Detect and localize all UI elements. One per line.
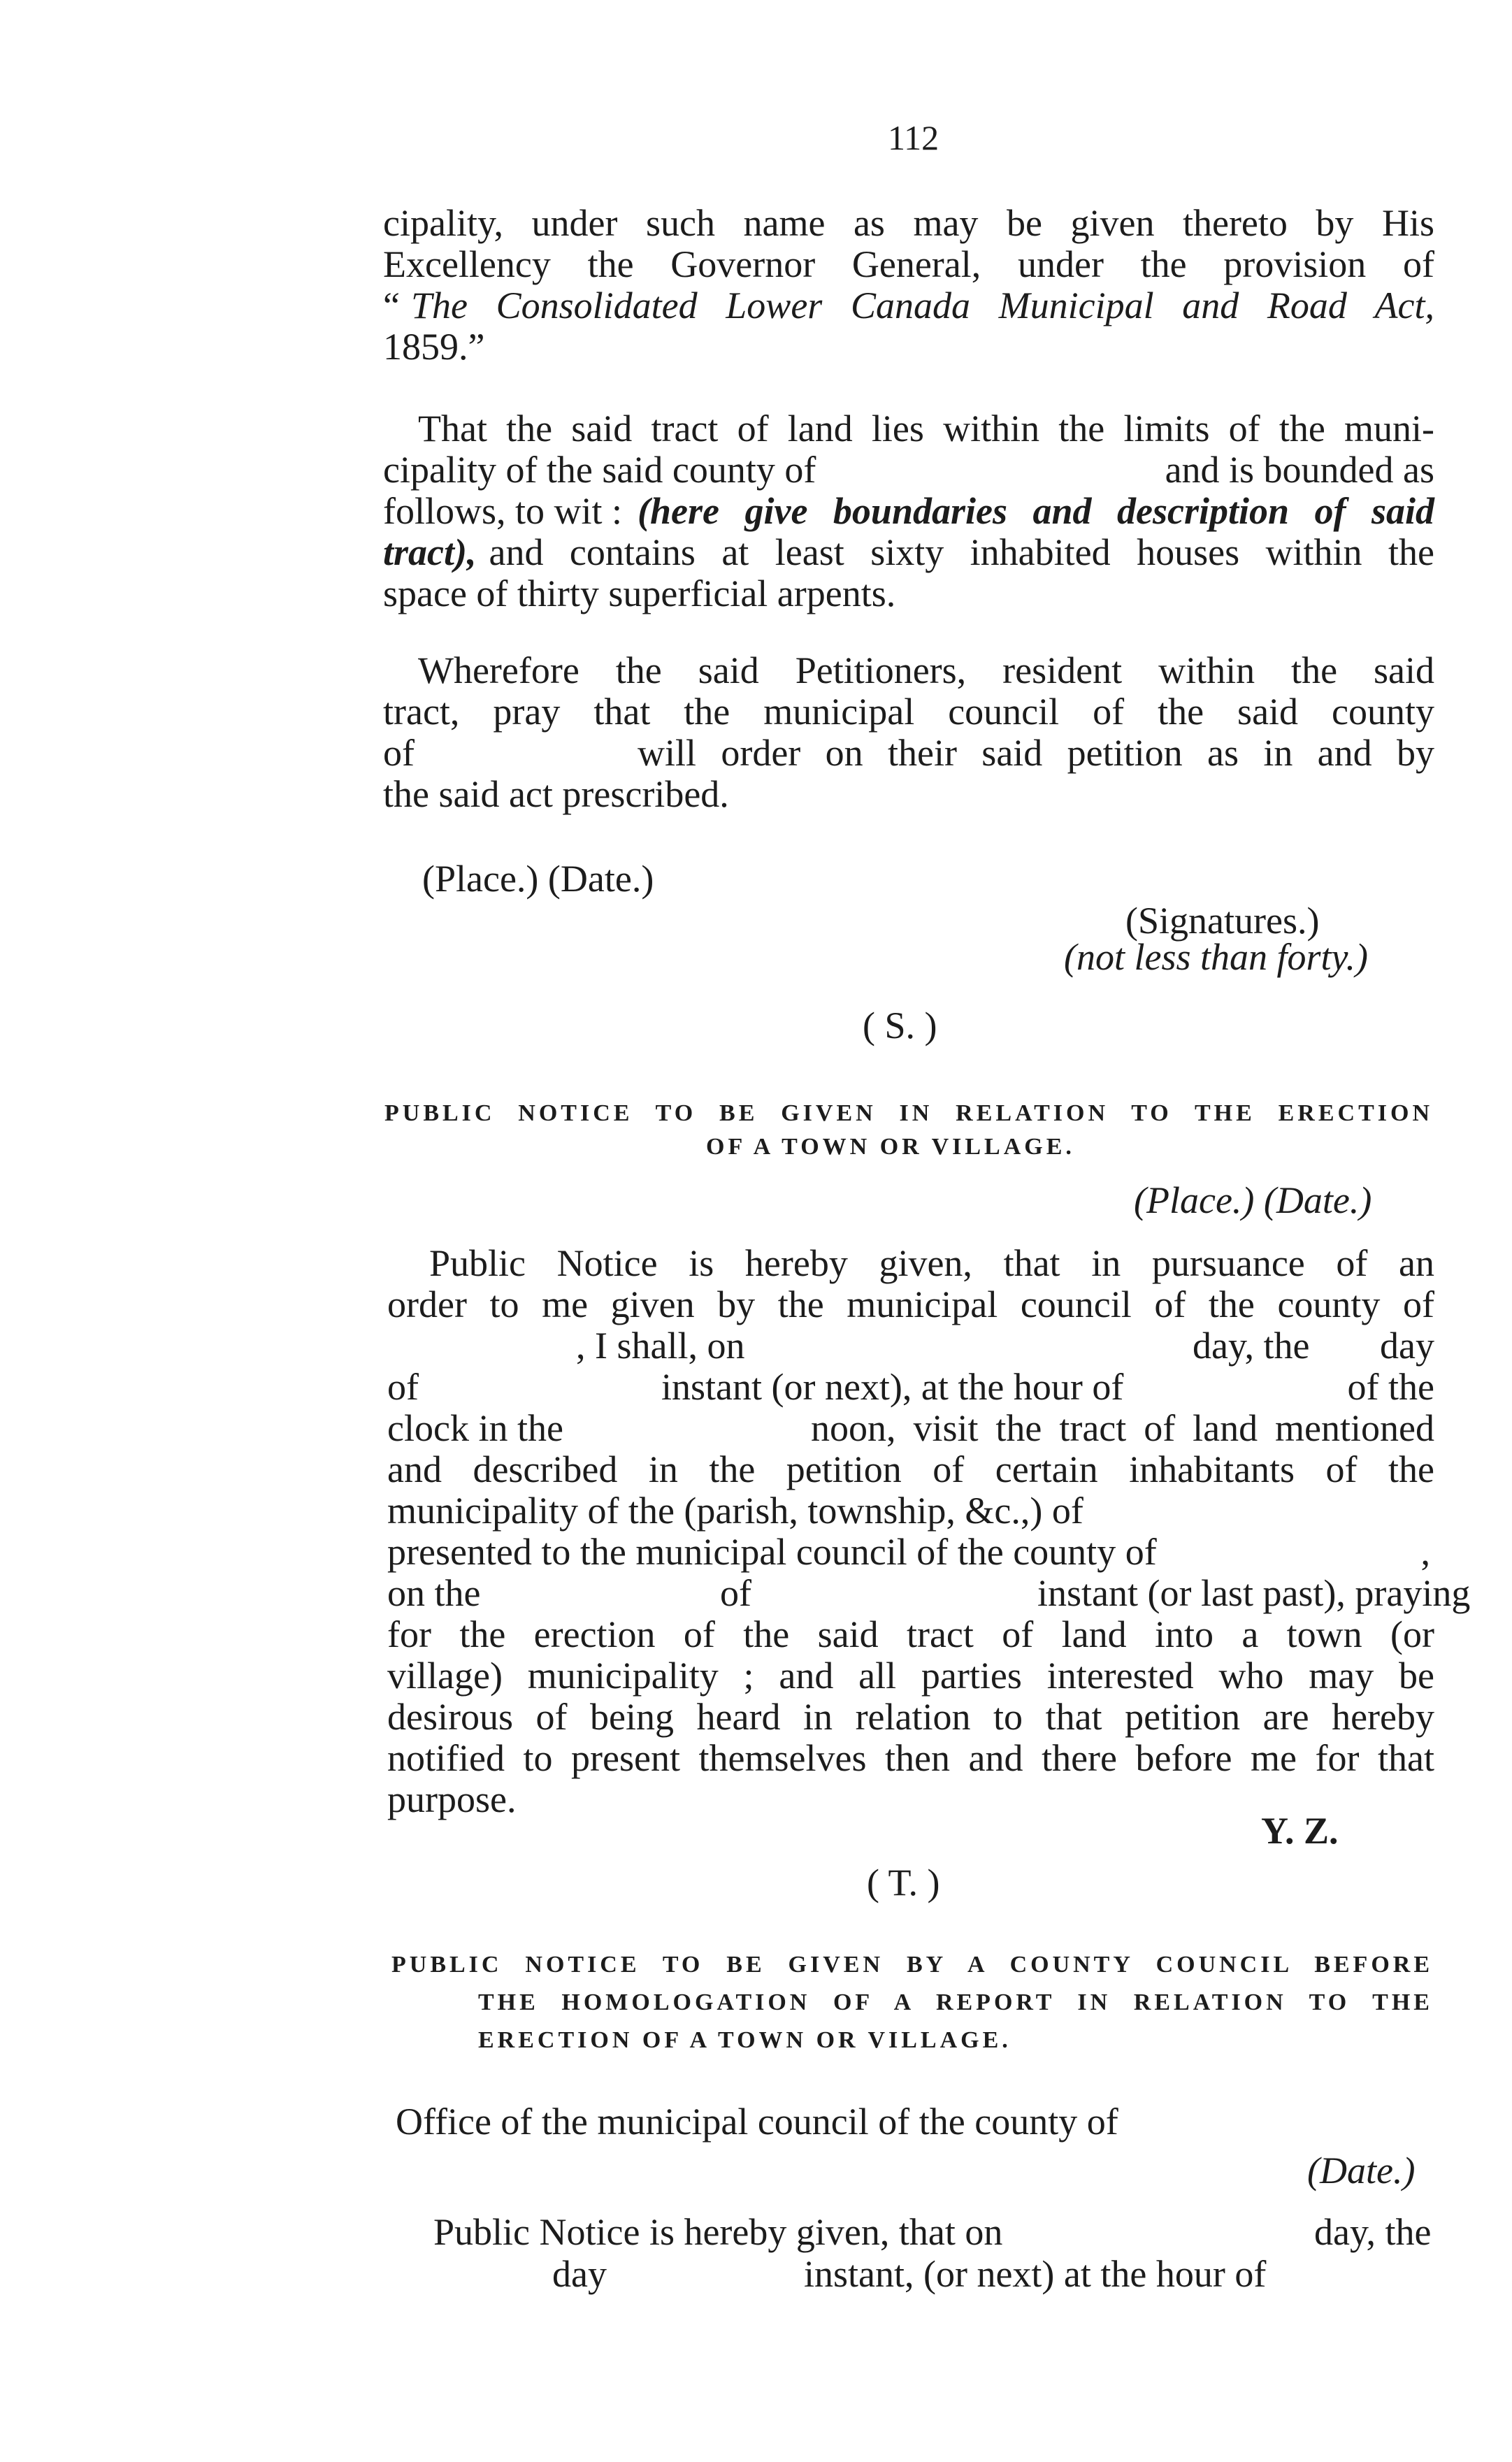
text-line: desirous of being heard in relation to that petition are hereby (387, 1696, 1434, 1738)
text-line: Excellency the Governor General, under the provision of (383, 243, 1434, 285)
section-heading: PUBLIC NOTICE TO BE GIVEN IN RELATION TO THE ERECTION (384, 1100, 1433, 1126)
paragraph-continuation (383, 203, 1434, 368)
text-fragment: day, the (1193, 1325, 1310, 1367)
paragraph-tract-limits (383, 408, 1434, 614)
text-fragment: cipality of the said county of (383, 449, 816, 491)
text-fragment: instant (or next), at the hour of (661, 1366, 1124, 1408)
section-heading: ERECTION OF A TOWN OR VILLAGE. (478, 2027, 1011, 2053)
text-fragment: , (1420, 1531, 1430, 1573)
text-line (383, 733, 1434, 774)
italic-instruction: (here give boundaries and description of said (638, 490, 1434, 532)
form-letter-t: ( T. ) (867, 1862, 940, 1903)
text-line: That the said tract of land lies within the limits of the muni- (418, 408, 1434, 449)
text-line: tract, pray that the municipal council of the said county (383, 691, 1434, 733)
signatures-note: (not less than forty.) (1064, 936, 1368, 978)
text-fragment: noon, visit the tract of land mentioned (811, 1407, 1434, 1449)
text-line: Public Notice is hereby given, that in pursuance of an (429, 1242, 1434, 1284)
text-fragment: will order on their said petition as in and by (638, 732, 1434, 774)
text-line (383, 532, 1434, 573)
form-letter-s: ( S. ) (863, 1005, 937, 1046)
italic-tract: tract), (383, 531, 477, 573)
act-title: The Consolidated Lower Canada Municipal and Road Act, (410, 285, 1434, 326)
text-line: the said act prescribed. (383, 773, 729, 815)
page-number: 112 (888, 118, 939, 157)
open-quote: “ (383, 285, 400, 326)
text-line: order to me given by the municipal council of the county of (387, 1283, 1434, 1325)
paragraph-wherefore (383, 650, 1434, 815)
place-date-placeholder: (Place.) (Date.) (1134, 1179, 1372, 1221)
text-line (387, 1572, 1471, 1614)
text-line: notified to present themselves then and there before me for that (387, 1737, 1434, 1779)
section-heading: THE HOMOLOGATION OF A REPORT IN RELATION TO THE (478, 1989, 1433, 2015)
text-line: Public Notice is hereby given, that on (433, 2211, 1003, 2253)
section-heading: OF A TOWN OR VILLAGE. (706, 1134, 1075, 1160)
paragraph-public-notice (387, 1242, 1471, 1820)
text-line: for the erection of the said tract of land into a town (or (387, 1613, 1434, 1655)
text-fragment: follows, to wit : (383, 490, 623, 532)
text-fragment: and contains at least sixty inhabited houses within the (489, 531, 1434, 573)
text-line: instant, (or next) at the hour of (804, 2253, 1267, 2295)
text-fragment: of (720, 1572, 751, 1614)
signatures-placeholder: (Signatures.) (1125, 900, 1320, 942)
text-line: purpose. (387, 1778, 517, 1820)
text-line: space of thirty superficial arpents. (383, 573, 896, 614)
section-heading: PUBLIC NOTICE TO BE GIVEN BY A COUNTY COUNCIL BEFORE (391, 1952, 1433, 1978)
text-fragment: of the (1347, 1366, 1434, 1408)
text-line (383, 449, 1434, 491)
text-line: 1859.” (383, 326, 485, 368)
date-placeholder: (Date.) (1307, 2150, 1416, 2191)
text-line (383, 491, 1434, 532)
text-line (387, 1532, 1434, 1573)
office-line: Office of the municipal council of the county of (396, 2101, 1118, 2143)
text-fragment: of (383, 732, 415, 774)
text-line: Wherefore the said Petitioners, resident within the said (418, 649, 1434, 691)
text-fragment: and is bounded as (1165, 449, 1434, 491)
text-line: and described in the petition of certain inhabitants of the (387, 1448, 1434, 1490)
text-line (387, 1367, 1434, 1408)
text-fragment: day (1380, 1325, 1434, 1367)
text-fragment: of (387, 1366, 419, 1408)
text-fragment: clock in the (387, 1407, 563, 1449)
text-line: day (552, 2253, 607, 2295)
text-line (387, 1408, 1434, 1449)
text-line (387, 1325, 1434, 1367)
text-line: cipality, under such name as may be given thereto by His (383, 202, 1434, 244)
place-date-placeholder: (Place.) (Date.) (422, 858, 654, 900)
text-line: municipality of the (parish, township, &c.,) of (387, 1490, 1083, 1532)
text-fragment: , I shall, on (576, 1325, 745, 1367)
text-fragment: presented to the municipal council of the county of (387, 1531, 1157, 1573)
text-line: day, the (1314, 2211, 1432, 2253)
text-line (383, 285, 1434, 326)
text-line: village) municipality ; and all parties interested who may be (387, 1655, 1434, 1697)
text-fragment: instant (or last past), praying (1037, 1572, 1471, 1614)
text-fragment: on the (387, 1572, 481, 1614)
signature-initials: Y. Z. (1261, 1810, 1339, 1852)
